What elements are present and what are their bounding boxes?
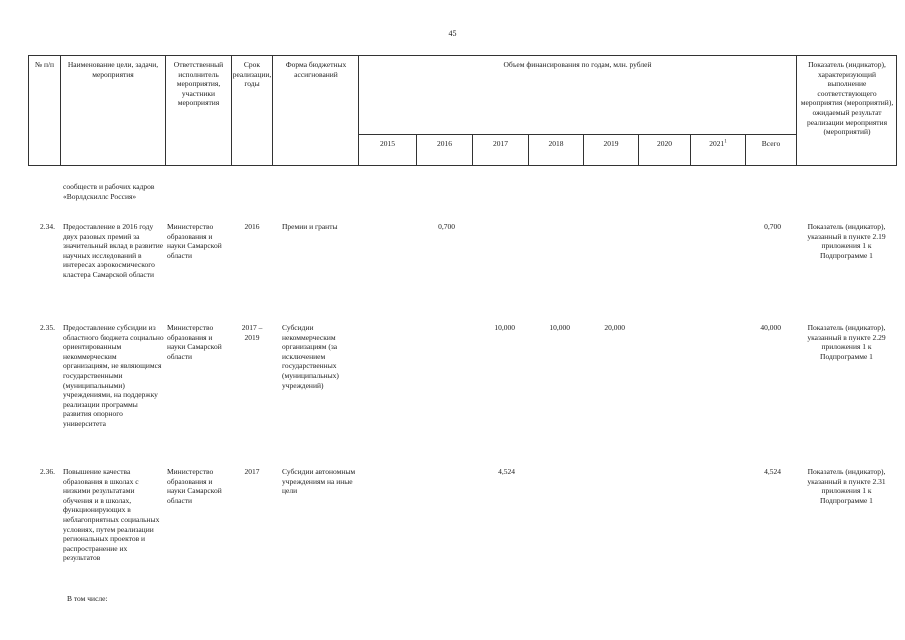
header-year: 2017 xyxy=(493,139,508,148)
header-term: Срок реализации, годы xyxy=(232,60,272,89)
header-indicator: Показатель (индикатор), характеризующий выполнение соответствующего мероприятия (мероприятий), ожидаемый результат реализации мероприятия (мероприятий) xyxy=(800,60,894,137)
row-total: 4,524 xyxy=(764,467,781,476)
header-year-footnote: 1 xyxy=(724,139,727,145)
row-num: 2.35. xyxy=(40,323,55,332)
header-name: Наименование цели, задачи, мероприятия xyxy=(67,60,159,79)
row-num: 2.34. xyxy=(40,222,55,231)
row-form: Премии и гранты xyxy=(282,222,338,231)
row-term: 2016 xyxy=(244,222,260,231)
row-term: 2017 xyxy=(244,467,260,476)
row-value-2019: 20,000 xyxy=(604,323,625,332)
header-total: Всего xyxy=(761,139,781,148)
row-num: 2.36. xyxy=(40,467,55,476)
header-num: № п/п xyxy=(34,60,55,69)
row-responsible: Министерство образования и науки Самарской области xyxy=(167,222,222,260)
row-value-2016: 0,700 xyxy=(438,222,455,231)
row-name: Повышение качества образования в школах с низкими результатами обучения и в школах, функционирующих в неблагоприятных социальных условиях, путем реализации региональных проектов и распространение их результатов xyxy=(63,467,160,563)
row-value-2017: 4,524 xyxy=(498,467,515,476)
header-year: 2019 xyxy=(603,139,619,148)
row-value-2018: 10,000 xyxy=(549,323,570,332)
row-form: Субсидии автономным учреждениям на иные цели xyxy=(282,467,356,496)
row-responsible: Министерство образования и науки Самарской области xyxy=(167,467,222,505)
footer-text: В том числе: xyxy=(67,594,108,603)
row-indicator: Показатель (индикатор), указанный в пункте 2.19 приложения 1 к Подпрограмме 1 xyxy=(807,222,886,260)
row-name: Предоставление субсидии из областного бюджета социально ориентированным некоммерческим организациям, не являющимся государственными (муниципальными) учреждениями, на поддержку реализации программы развития опорного университета xyxy=(63,323,164,428)
row-responsible: Министерство образования и науки Самарской области xyxy=(167,323,222,361)
header-year: 2015 xyxy=(380,139,395,148)
row-indicator: Показатель (индикатор), указанный в пункте 2.31 приложения 1 к Подпрограмме 1 xyxy=(807,467,886,505)
continuation-text: сообществ и рабочих кадров «Ворлдскиллс Россия» xyxy=(63,182,155,201)
header-year-2021 xyxy=(691,139,745,149)
header-year: 2018 xyxy=(548,139,564,148)
row-term: 2017 – 2019 xyxy=(241,323,263,342)
row-total: 0,700 xyxy=(764,222,781,231)
row-form: Субсидии некоммерческим организациям (за исключением государственных (муниципальных) учреждений) xyxy=(282,323,339,390)
header-form: Форма бюджетных ассигнований xyxy=(285,60,347,79)
row-total: 40,000 xyxy=(760,323,781,332)
header-year-label: 2021 xyxy=(709,139,725,148)
header-responsible: Ответственный исполнитель мероприятия, участники мероприятия xyxy=(173,60,224,108)
header-financing: Объем финансирования по годам, млн. рублей xyxy=(503,60,652,69)
page-number: 45 xyxy=(448,29,457,38)
row-name: Предоставление в 2016 году двух разовых премий за значительный вклад в развитие научных исследований в интересах аэрокосмического кластера Самарской области xyxy=(63,222,164,279)
header-year: 2016 xyxy=(437,139,452,148)
row-indicator: Показатель (индикатор), указанный в пункте 2.29 приложения 1 к Подпрограмме 1 xyxy=(807,323,886,361)
row-value-2017: 10,000 xyxy=(494,323,515,332)
header-year: 2020 xyxy=(657,139,672,148)
